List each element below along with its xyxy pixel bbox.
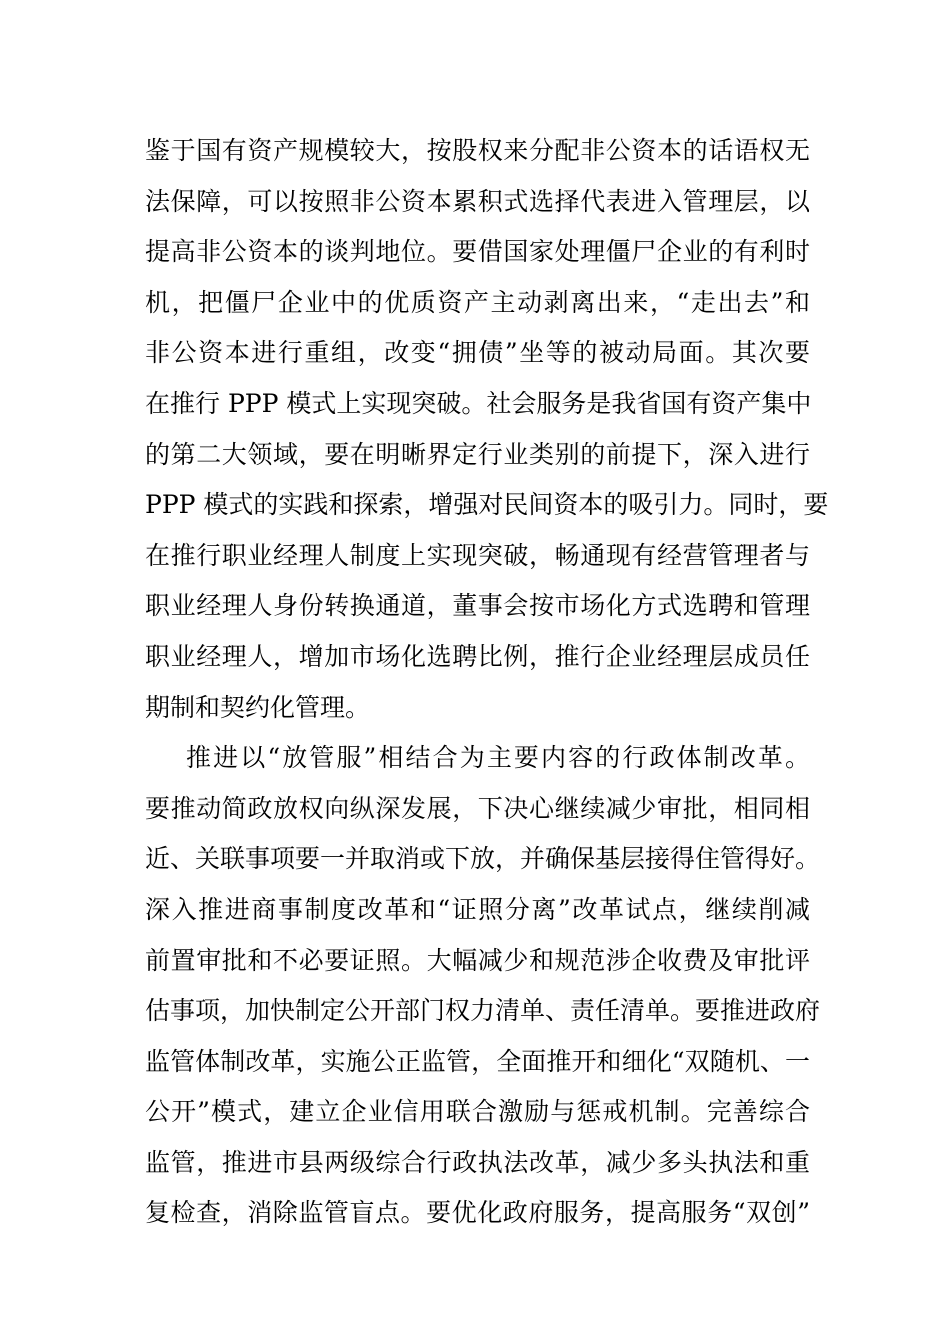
paragraph-1: [145, 126, 829, 733]
text-line: 在推行 PPP 模式上实现突破。社会服务是我省国有资产集中: [145, 388, 812, 418]
text-line: 推进以“放管服”相结合为主要内容的行政体制改革。: [186, 743, 810, 773]
text-line: 要推动简政放权向纵深发展，下决心继续减少审批，相同相: [145, 793, 810, 823]
text-line: 机，把僵尸企业中的优质资产主动剥离出来，“走出去”和: [145, 287, 810, 317]
text-line: 深入推进商事制度改革和“证照分离”改革试点，继续削减: [145, 894, 810, 924]
text-line: 期制和契约化管理。: [145, 692, 371, 722]
text-line: 监管体制改革，实施公正监管，全面推开和细化“双随机、一: [145, 1046, 810, 1076]
text-line: 在推行职业经理人制度上实现突破，畅通现有经营管理者与: [145, 540, 810, 570]
text-line: 监管，推进市县两级综合行政执法改革，减少多头执法和重: [145, 1147, 810, 1177]
body-text: [145, 126, 829, 1239]
text-line: PPP 模式的实践和探索，增强对民间资本的吸引力。同时，要: [145, 490, 829, 520]
paragraph-2: [145, 733, 821, 1239]
text-line: 估事项，加快制定公开部门权力清单、责任清单。要推进政府: [145, 996, 821, 1026]
text-line: 职业经理人，增加市场化选聘比例，推行企业经理层成员任: [145, 641, 810, 671]
text-line: 前置审批和不必要证照。大幅减少和规范涉企收费及审批评: [145, 945, 810, 975]
text-line: 公开”模式，建立企业信用联合激励与惩戒机制。完善综合: [145, 1097, 810, 1127]
text-line: 非公资本进行重组，改变“拥债”坐等的被动局面。其次要: [145, 338, 810, 368]
text-line: 近、关联事项要一并取消或下放，并确保基层接得住管得好。: [145, 844, 821, 874]
text-line: 法保障，可以按照非公资本累积式选择代表进入管理层，以: [145, 186, 810, 216]
text-line: 鉴于国有资产规模较大，按股权来分配非公资本的话语权无: [145, 136, 810, 165]
text-line: 提高非公资本的谈判地位。要借国家处理僵尸企业的有利时: [145, 237, 810, 267]
text-line: 职业经理人身份转换通道，董事会按市场化方式选聘和管理: [145, 591, 810, 621]
text-line: 复检查，消除监管盲点。要优化政府服务，提高服务“双创”: [145, 1198, 810, 1228]
text-line: 的第二大领域，要在明晰界定行业类别的前提下，深入进行: [145, 439, 810, 469]
